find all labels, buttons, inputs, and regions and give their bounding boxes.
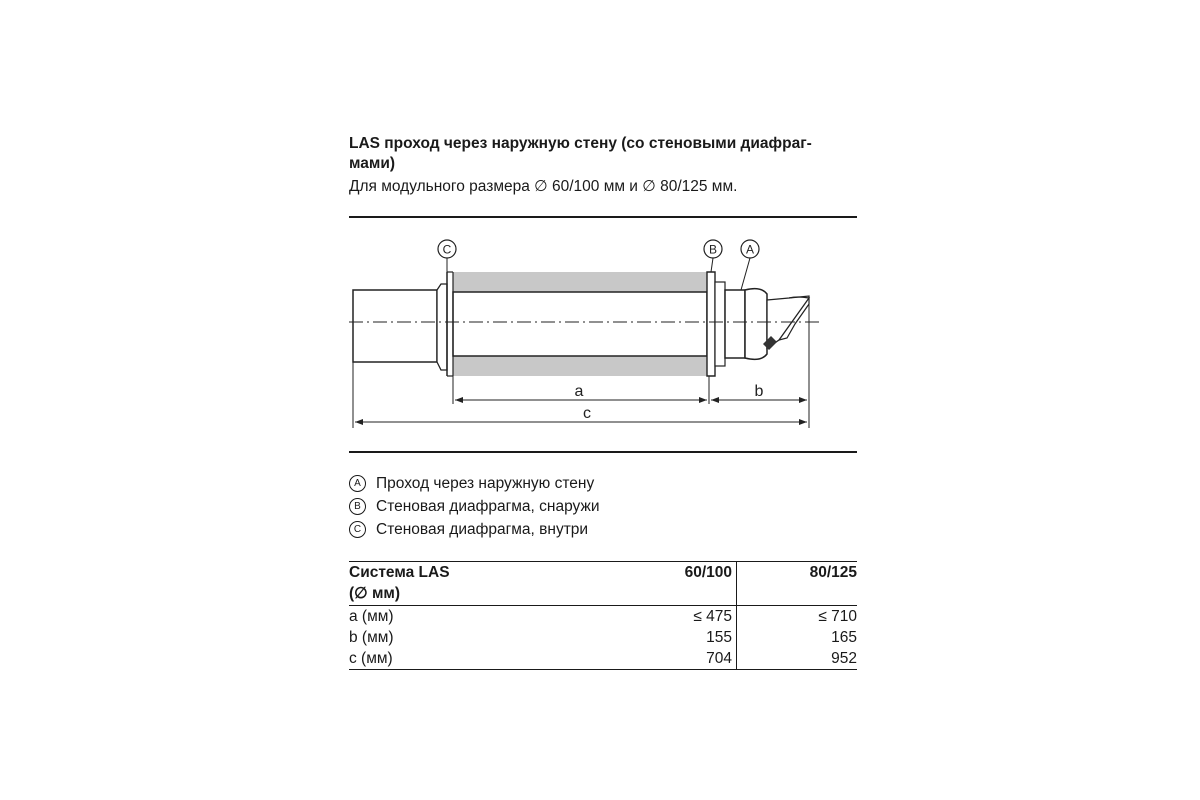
title-line-2: мами) <box>349 155 396 172</box>
legend-text-c: Стеновая диафрагма, внутри <box>376 521 589 538</box>
dimension-label-c: c <box>583 405 591 422</box>
row-label: c (мм) <box>349 648 614 670</box>
legend-item-c <box>349 518 857 541</box>
main-pipe <box>453 292 707 356</box>
wall-diaphragm-c <box>437 284 447 370</box>
value-60-100: ≤ 475 <box>614 606 737 628</box>
wall-diaphragm-b <box>707 272 715 376</box>
inner-pipe-left <box>353 290 437 362</box>
title-line-1: LAS проход через наружную стену (со стеновыми диафраг- <box>349 135 812 152</box>
header-system: Система LAS (∅ мм) <box>349 562 614 606</box>
legend-badge-c: C <box>349 521 366 538</box>
callout-a <box>741 240 759 290</box>
legend-text-a: Проход через наружную стену <box>376 475 595 492</box>
insulation-band-bottom <box>453 356 707 376</box>
table-row <box>349 606 857 628</box>
legend <box>349 472 857 541</box>
header-80-125: 80/125 <box>737 562 858 606</box>
dimension-label-a: a <box>574 383 584 400</box>
svg-text:C: C <box>442 242 452 257</box>
svg-text:B: B <box>708 242 718 257</box>
divider-bottom <box>349 451 857 453</box>
insulation-band-top <box>453 272 707 292</box>
las-wall-passage-drawing <box>349 228 857 443</box>
callout-c <box>438 240 456 272</box>
legend-item-a <box>349 472 857 495</box>
header-60-100: 60/100 <box>614 562 737 606</box>
value-80-125: 952 <box>737 648 858 670</box>
dimension-label-b: b <box>754 383 764 400</box>
legend-badge-b: B <box>349 498 366 515</box>
row-label: b (мм) <box>349 629 394 646</box>
document-title <box>349 134 857 174</box>
value-60-100: 155 <box>614 627 737 648</box>
row-label: a (мм) <box>349 608 394 625</box>
wall-terminal-a <box>725 290 745 358</box>
table-row <box>349 627 857 648</box>
legend-text-b: Стеновая диафрагма, снаружи <box>376 498 600 515</box>
value-60-100: 704 <box>614 648 737 670</box>
table-header-row <box>349 562 857 606</box>
value-80-125: ≤ 710 <box>818 608 857 625</box>
callout-b <box>704 240 722 272</box>
legend-badge-a: A <box>349 475 366 492</box>
document-subtitle: Для модульного размера ∅ 60/100 мм и ∅ 80/125 мм. <box>349 178 738 195</box>
dimensions-table <box>349 561 857 670</box>
table-row <box>349 648 857 670</box>
legend-item-b <box>349 495 857 518</box>
value-80-125: 165 <box>831 629 857 646</box>
divider-top <box>349 216 857 218</box>
svg-text:A: A <box>745 242 755 257</box>
